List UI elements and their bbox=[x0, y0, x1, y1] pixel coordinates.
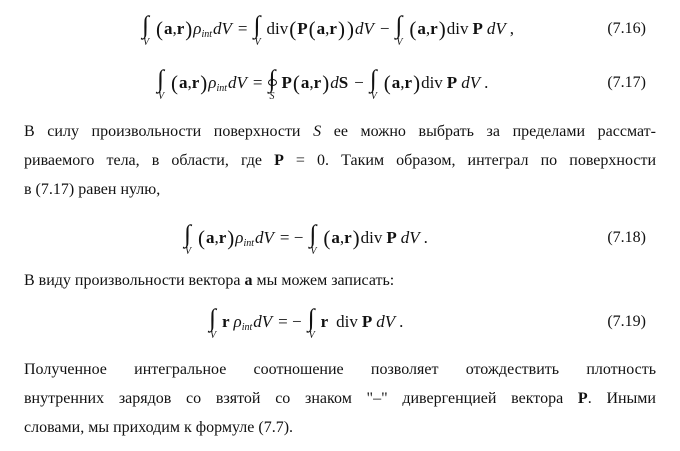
text-line: словами, мы приходим к формуле (7.7). bbox=[24, 419, 294, 436]
equation-7-16 bbox=[0, 12, 680, 46]
equation-7-19-body: ∫ V r ρ int dV = − ∫ V r div P dV . bbox=[209, 305, 404, 341]
text-line: внутренних зарядов со взятой со знаком "–" дивергенцией вектора P. Иными bbox=[24, 390, 656, 407]
integral-sign: ∫ V bbox=[395, 12, 403, 48]
equation-7-17 bbox=[0, 66, 680, 100]
equation-number: (7.17) bbox=[607, 74, 646, 91]
paragraph-1 bbox=[24, 117, 656, 204]
equation-number: (7.18) bbox=[607, 229, 646, 246]
integral-sign: ∫ V bbox=[253, 12, 261, 48]
text-line: в (7.17) равен нулю, bbox=[24, 181, 161, 198]
integral-sign: ∫ V bbox=[309, 221, 317, 257]
text-line: В силу произвольности поверхности S ее можно выбрать за пределами рассмат- bbox=[24, 123, 656, 140]
integral-sign: ∫ V bbox=[209, 305, 217, 341]
integral-sign: ∫ V bbox=[157, 66, 165, 102]
equation-7-16-body: ∫ V ( a , r ) ρ int dV = ∫ V div ( P ( a , r ) ) dV − ∫ V ( a , r ) div P dV , bbox=[142, 12, 514, 48]
paragraph-3 bbox=[24, 355, 656, 442]
text-line: риваемого тела, в области, где P = 0. Таким образом, интеграл по поверхности bbox=[24, 152, 657, 169]
integral-sign: ∫ V bbox=[307, 305, 315, 341]
equation-number: (7.19) bbox=[607, 313, 646, 330]
integral-sign: ∫ V bbox=[142, 12, 150, 48]
paragraph-2 bbox=[24, 266, 656, 295]
text-line: Полученное интегральное соотношение позволяет отождествить плотность bbox=[24, 361, 656, 378]
contour-integral-sign: ∫ S bbox=[268, 66, 276, 102]
integral-sign: ∫ V bbox=[369, 66, 377, 102]
equation-7-19 bbox=[0, 305, 680, 339]
equation-7-18-body: ∫ V ( a , r ) ρ int dV = − ∫ V ( a , r ) div P dV . bbox=[184, 221, 428, 257]
text-line: В виду произвольности вектора a мы можем записать: bbox=[24, 272, 395, 289]
equation-number: (7.16) bbox=[607, 20, 646, 37]
integral-sign: ∫ V bbox=[184, 221, 192, 257]
equation-7-18 bbox=[0, 221, 680, 255]
equation-7-17-body: ∫ V ( a , r ) ρ int dV = ∫ S P ( a , r ) d S − ∫ V ( a , r ) div P dV . bbox=[157, 66, 489, 102]
